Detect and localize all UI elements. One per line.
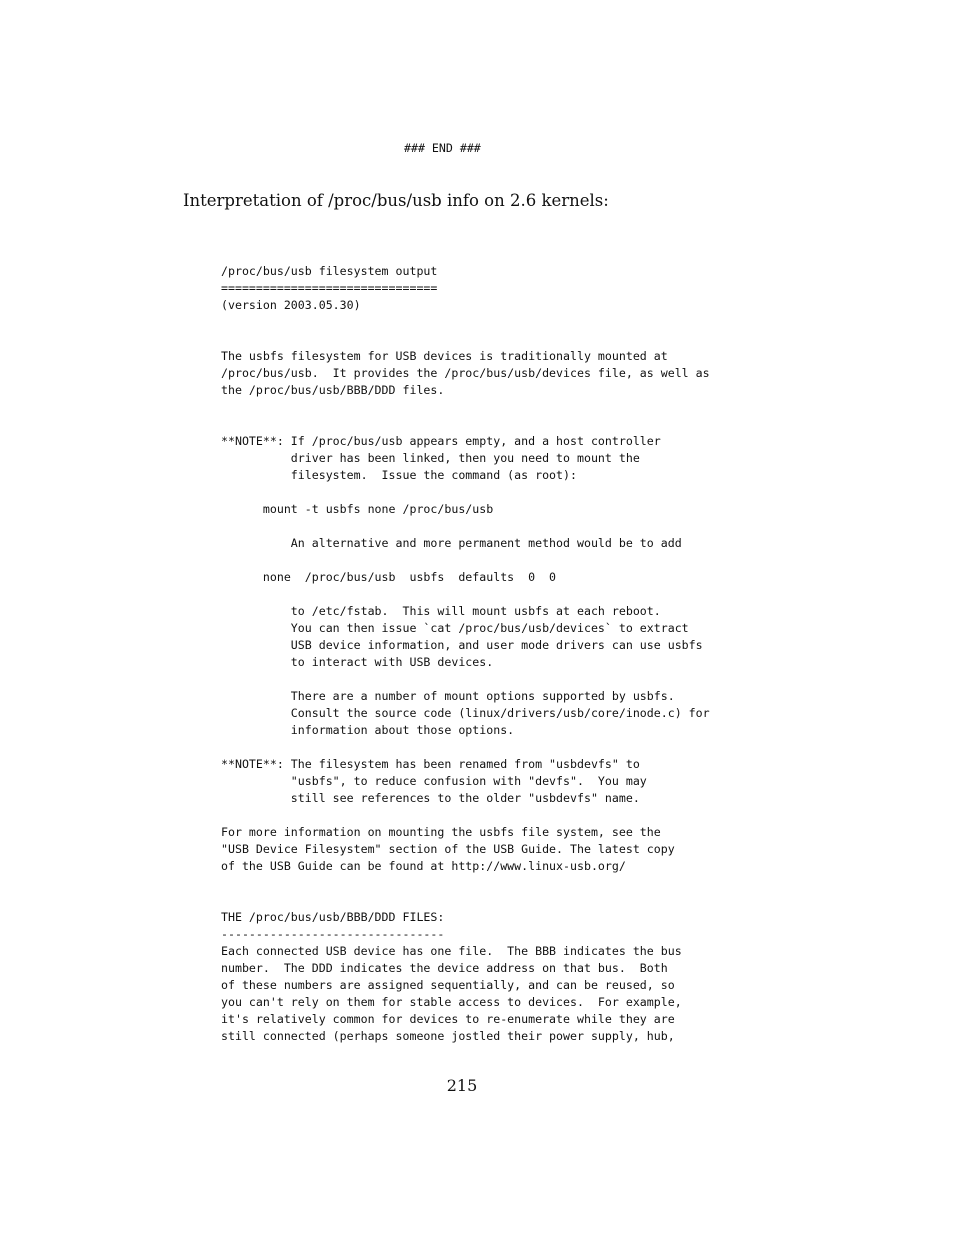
page-number: 215 bbox=[446, 1076, 478, 1095]
section-heading: Interpretation of /proc/bus/usb info on 2.6 kernels: bbox=[183, 191, 609, 210]
end-marker: ### END ### bbox=[404, 141, 481, 155]
verbatim-body-text: /proc/bus/usb filesystem output =============================== (version 2003.05.30) The usbfs filesystem for USB devices is traditionally mounted at /proc/bus/usb. It provides the /proc/bus/usb/devices file, as well as the /proc/bus/usb/BBB/DDD files. **NOTE**: If /proc/bus/usb appears empty, and a host controller driver has been linked, then you need to mount the filesystem. Issue the command (as root): mount -t usbfs none /proc/bus/usb An alternative and more permanent method would be to add none /proc/bus/usb usbfs defaults 0 0 to /etc/fstab. This will mount usbfs at each reboot. You can then issue `cat /proc/bus/usb/devices` to extract USB device information, and user mode drivers can use usbfs to interact with USB devices. There are a number of mount options supported by usbfs. Consult the source code (linux/drivers/usb/core/inode.c) for information about those options. **NOTE**: The filesystem has been renamed from "usbdevfs" to "usbfs", to reduce confusion with "devfs". You may still see references to the older "usbdevfs" name. For more information on mounting the usbfs file system, see the "USB Device Filesystem" section of the USB Guide. The latest copy of the USB Guide can be found at http://www.linux-usb.org/ THE /proc/bus/usb/BBB/DDD FILES: -------------------------------- Each connected USB device has one file. The BBB indicates the bus number. The DDD indicates the device address on that bus. Both of these numbers are assigned sequentially, and can be reused, so you can't rely on them for stable access to devices. For example, it's relatively common for devices to re-enumerate while they are still connected (perhaps someone jostled their power supply, hub, bbox=[221, 264, 710, 1043]
